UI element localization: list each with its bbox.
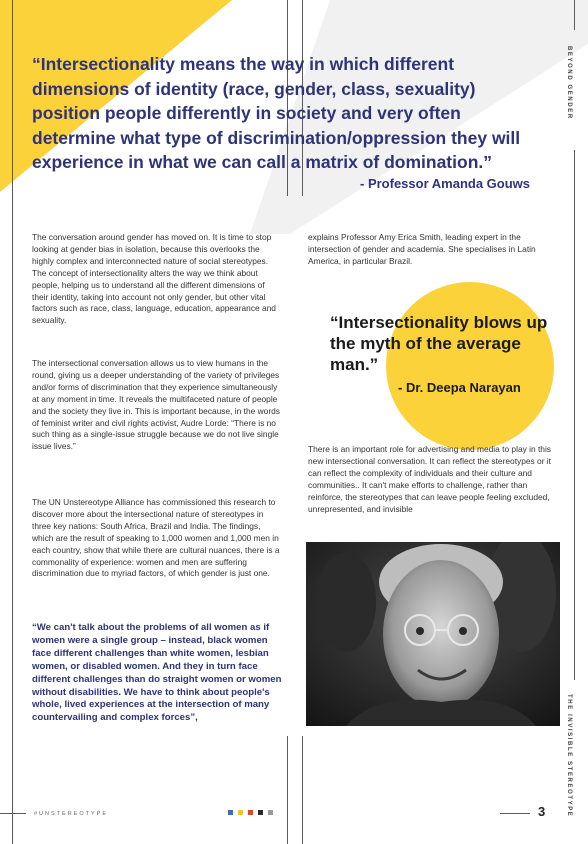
column-guide-line <box>574 150 575 680</box>
column-guide-line <box>574 0 575 30</box>
column-guide-line <box>12 0 13 844</box>
header-quote-attribution: - Professor Amanda Gouws <box>360 176 530 191</box>
body-paragraph: explains Professor Amy Erica Smith, leading expert in the intersection of gender and academia. She specialises in Latin America, in particular Brazil. <box>308 232 536 266</box>
body-paragraph: There is an important role for advertising and media to play in this new intersectional conversation. It can reflect the stereotypes or it can reflect the complexity of individuals and their culture and communities.. It can't make efforts to challenge, rather than reinforce, the stereotypes that can leave people feeling excluded, unrepresented, and invisible <box>308 444 551 514</box>
footer-hashtag: #UNSTEREOTYPE <box>34 811 108 817</box>
color-square <box>238 810 243 815</box>
body-paragraph: The UN Unstereotype Alliance has commissioned this research to discover more about the intersectional nature of stereotypes in three key nations: South Africa, Brazil and India. The findings, which are the result of speaking to 1,000 women and 1,000 men in each country, show that while there are cultural nuances, there is a commonality of experience: women and men are suffering discrimination due to myriad factors, of which gender is just one. <box>32 497 280 579</box>
color-square <box>228 810 233 815</box>
color-square <box>258 810 263 815</box>
page-number: 3 <box>538 804 546 819</box>
pull-quote-attribution: - Dr. Deepa Narayan <box>398 380 521 395</box>
inline-quote: “We can't talk about the problems of all women as if women were a single group – instead, black women face different challenges than white women, lesbian women, or disabled women. And they in turn face different challenges than do straight women or women without disabilities. We have to think about people's whole, lived experiences at the intersection of many countervailing and complex forces”, <box>32 622 282 724</box>
footer-rule <box>0 813 26 814</box>
color-square <box>248 810 253 815</box>
page-number-rule <box>500 813 530 814</box>
column-guide-line <box>302 736 303 844</box>
pull-quote: “Intersectionality blows up the myth of the average man.” <box>330 313 548 374</box>
column-guide-line <box>287 736 288 844</box>
body-paragraph: The conversation around gender has moved on. It is time to stop looking at gender bias in isolation, because this overlooks the highly complex and interconnected nature of social stereotypes. The concept of intersectionality alters the way we think about people, helping us to understand all the different dimensions of their identity, taking into account not only gender, but other vital factors such as race, class, language, education, appearance and sexuality. <box>32 232 276 326</box>
side-section-label: BEYOND GENDER <box>566 46 572 120</box>
header-quote: “Intersectionality means the way in which different dimensions of identity (race, gender, class, sexuality) position people differently in society and very often determine what type of discrimination/oppression they will experience in what we can call a matrix of domination.” <box>32 54 521 172</box>
body-paragraph: The intersectional conversation allows us to view humans in the round, giving us a deeper understanding of the variety of privileges and/or forms of discrimination that they experience simultaneously at any moment in time. It reveals the multifaceted nature of people and the society they live in. This is important because, in the words of feminist writer and civil rights activist, Audre Lorde: “There is no such thing as a single-issue struggle because we do not live single issue lives.” <box>32 358 280 452</box>
side-publication-label: THE INVISIBLE STEREOTYPE <box>566 694 572 818</box>
color-square <box>268 810 273 815</box>
portrait-photo <box>306 542 560 726</box>
